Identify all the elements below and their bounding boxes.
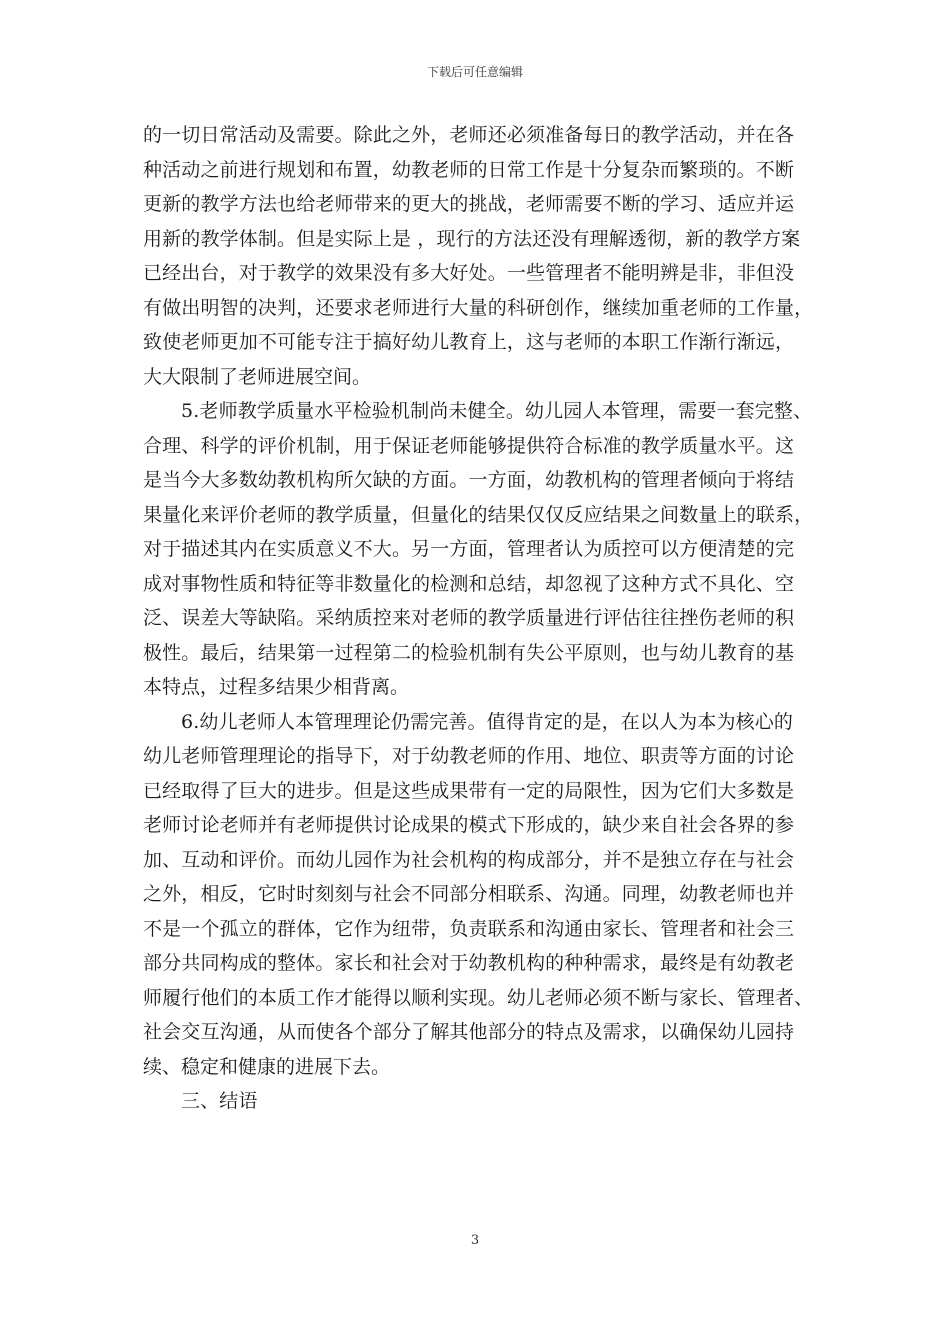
body-line: 更新的教学方法也给老师带来的更大的挑战，老师需要不断的学习、适应并运	[143, 193, 795, 215]
body-line: 成对事物性质和特征等非数量化的检测和总结，却忽视了这种方式不具化、空	[143, 572, 795, 595]
page-header: 下载后可任意编辑	[426, 65, 523, 79]
body-line: 师履行他们的本质工作才能得以顺利实现。幼儿老师必须不断与家长、管理者、	[143, 986, 814, 1009]
page-number: 3	[470, 1233, 480, 1248]
body-line: 的一切日常活动及需要。除此之外，老师还必须准备每日的教学活动，并在各	[143, 124, 795, 146]
body-line: 部分共同构成的整体。家长和社会对于幼教机构的种种需求，最终是有幼教老	[143, 952, 795, 974]
body-line: 大大限制了老师进展空间。	[143, 365, 372, 388]
body-line: 已经出台，对于教学的效果没有多大好处。一些管理者不能明辨是非，非但没	[143, 262, 795, 284]
body-line: 之外，相反，它时时刻刻与社会不同部分相联系、沟通。同理，幼教老师也并	[143, 883, 795, 905]
body-line: 种活动之前进行规划和布置，幼教老师的日常工作是十分复杂而繁琐的。不断	[143, 158, 795, 181]
body-line: 致使老师更加不可能专注于搞好幼儿教育上，这与老师的本职工作渐行渐远，	[143, 331, 795, 353]
body-line: 果量化来评价老师的教学质量，但量化的结果仅仅反应结果之间数量上的联系，	[143, 503, 814, 526]
body-line: 有做出明智的决判，还要求老师进行大量的科研创作，继续加重老师的工作量，	[143, 296, 814, 319]
body-line: 已经取得了巨大的进步。但是这些成果带有一定的局限性，因为它们大多数是	[143, 779, 795, 802]
body-line: 续、稳定和健康的进展下去。	[143, 1055, 391, 1078]
body-line: 老师讨论老师并有老师提供讨论成果的模式下形成的，缺少来自社会各界的参	[143, 814, 795, 836]
body-line: 泛、误差大等缺陷。采纳质控来对老师的教学质量进行评估往往挫伤老师的积	[143, 607, 795, 629]
body-line: 合理、科学的评价机制，用于保证老师能够提供符合标准的教学质量水平。这	[143, 434, 795, 457]
body-line: 本特点，过程多结果少相背离。	[143, 676, 410, 698]
body-line: 极性。最后，结果第一过程第二的检验机制有失公平原则，也与幼儿教育的基	[143, 641, 795, 664]
paragraph-start-line: 5.老师教学质量水平检验机制尚未健全。幼儿园人本管理，需要一套完整、	[181, 400, 813, 422]
body-line: 幼儿老师管理理论的指导下，对于幼教老师的作用、地位、职责等方面的讨论	[143, 745, 795, 767]
body-line: 是当今大多数幼教机构所欠缺的方面。一方面，幼教机构的管理者倾向于将结	[143, 469, 795, 491]
body-line: 不是一个孤立的群体，它作为纽带，负责联系和沟通由家长、管理者和社会三	[143, 917, 795, 940]
paragraph-start-line: 6.幼儿老师人本管理理论仍需完善。值得肯定的是，在以人为本为核心的	[181, 710, 794, 733]
section-heading: 三、结语	[181, 1090, 258, 1112]
body-line: 加、互动和评价。而幼儿园作为社会机构的构成部分，并不是独立存在与社会	[143, 848, 795, 871]
body-line: 社会交互沟通，从而使各个部分了解其他部分的特点及需求，以确保幼儿园持	[143, 1021, 795, 1043]
document-body	[143, 118, 823, 1119]
body-line: 对于描述其内在实质意义不大。另一方面，管理者认为质控可以方便清楚的完	[143, 538, 795, 560]
body-line: 用新的教学体制。但是实际上是 ，现行的方法还没有理解透彻，新的教学方案	[143, 227, 801, 250]
